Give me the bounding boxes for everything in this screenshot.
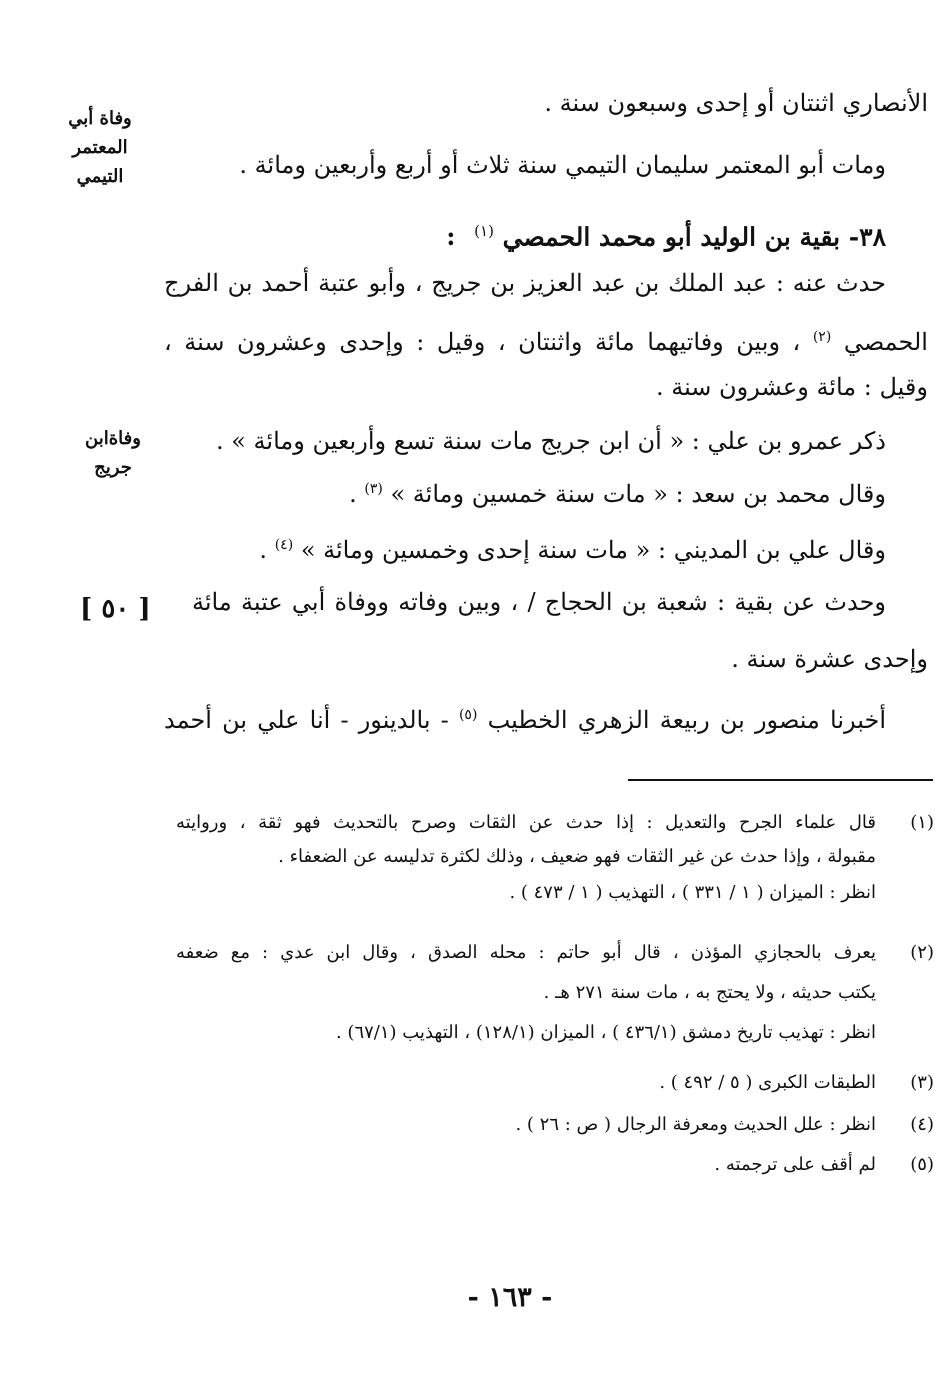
text-line <box>164 698 886 737</box>
footnote-ref: (٢) <box>812 329 832 345</box>
margin-note-line: جريج <box>94 457 132 478</box>
footnote-2 <box>0 938 942 1048</box>
footnote-line: انظر : تهذيب تاريخ دمشق (٤٣٦/١ ) ، الميزان (١٢٨/١) ، التهذيب (٦٧/١) . <box>335 1022 876 1043</box>
footnote-line: انظر : علل الحديث ومعرفة الرجال ( ص : ٢٦ ) . <box>515 1114 876 1135</box>
footnote-line: قال علماء الجرح والتعديل : إذا حدث عن الثقات وصرح بالتحديث فهو ثقة ، وروايته <box>176 812 876 833</box>
footnote-separator <box>628 779 933 781</box>
footnote-line: يعرف بالحجازي المؤذن ، قال أبو حاتم : محله الصدق ، وقال ابن عدي : مع ضعفه <box>176 942 876 963</box>
footnote-line: انظر : الميزان ( ١ / ٣٣١ ) ، التهذيب ( ١ / ٤٧٣ ) . <box>509 882 876 903</box>
footnote-number: (٥) <box>910 1154 934 1175</box>
footnote-number: (٢) <box>910 942 934 963</box>
page-number: - ١٦٣ - <box>467 1282 553 1313</box>
text-line: الأنصاري اثنتان أو إحدى وسبعون سنة . <box>544 89 928 117</box>
margin-note-line: وفاةابن <box>85 428 141 449</box>
entry-heading <box>446 214 886 254</box>
text-line: ذكر عمرو بن علي : « أن ابن جريج مات سنة تسع وأربعين ومائة » . <box>215 427 886 455</box>
footnote-ref: (٣) <box>364 481 383 497</box>
footnote-ref: (٥) <box>458 707 478 723</box>
heading-colon: : <box>446 222 456 252</box>
text-line <box>259 528 886 567</box>
footnote-ref: (٤) <box>274 537 294 553</box>
footnote-4 <box>0 1110 942 1142</box>
footnote-number: (٣) <box>910 1072 934 1093</box>
text-segment: وقال محمد بن سعد : « مات سنة خمسين ومائة » <box>390 480 886 508</box>
margin-note-line: المعتمر <box>72 137 128 158</box>
footnote-line: الطبقات الكبرى ( ٥ / ٤٩٢ ) . <box>659 1072 876 1093</box>
text-segment: الحمصي <box>843 328 928 356</box>
footnote-line: يكتب حديثه ، ولا يحتج به ، مات سنة ٢٧١ هـ . <box>543 982 876 1003</box>
footnote-number: (١) <box>910 812 934 833</box>
text-segment: - بالدينور - أنا علي بن أحمد <box>164 706 449 734</box>
margin-note-death-abu-almutamir <box>52 104 148 191</box>
text-line: وحدث عن بقية : شعبة بن الحجاج / ، وبين وفاته ووفاة أبي عتبة مائة <box>192 588 886 616</box>
text-line: ومات أبو المعتمر سليمان التيمي سنة ثلاث أو أربع وأربعين ومائة . <box>239 151 886 179</box>
text-line: وقيل : مائة وعشرون سنة . <box>655 373 928 401</box>
footnote-3 <box>0 1068 942 1100</box>
text-segment: ، وبين وفاتيهما مائة واثنتان ، وقيل : وإحدى وعشرون سنة ، <box>164 328 801 356</box>
manuscript-folio-marker: [ ٥٠ ] <box>80 594 151 624</box>
margin-note-line: وفاة أبي <box>68 108 132 129</box>
margin-note-death-ibn-jurayj <box>70 424 156 482</box>
text-segment: وقال علي بن المديني : « مات سنة إحدى وخمسين ومائة » <box>300 536 886 564</box>
entry-title: ٣٨- بقية بن الوليد أبو محمد الحمصي <box>502 222 886 252</box>
footnote-1 <box>0 808 942 904</box>
footnote-ref: (١) <box>474 222 494 240</box>
text-segment: أخبرنا منصور بن ربيعة الزهري الخطيب <box>487 706 886 734</box>
footnote-line: لم أقف على ترجمته . <box>714 1154 876 1175</box>
footnote-number: (٤) <box>910 1114 934 1135</box>
footnote-5 <box>0 1150 942 1182</box>
text-segment: . <box>259 536 268 564</box>
text-segment: . <box>349 480 357 508</box>
text-line <box>349 472 886 511</box>
margin-note-line: التيمي <box>76 166 124 187</box>
footnote-line: مقبولة ، وإذا حدث عن غير الثقات فهو ضعيف ، وذلك لكثرة تدليسه عن الضعفاء . <box>278 846 876 867</box>
text-line <box>164 320 928 359</box>
text-line: وإحدى عشرة سنة . <box>731 645 928 673</box>
text-line: حدث عنه : عبد الملك بن عبد العزيز بن جريج ، وأبو عتبة أحمد بن الفرج <box>164 269 886 297</box>
